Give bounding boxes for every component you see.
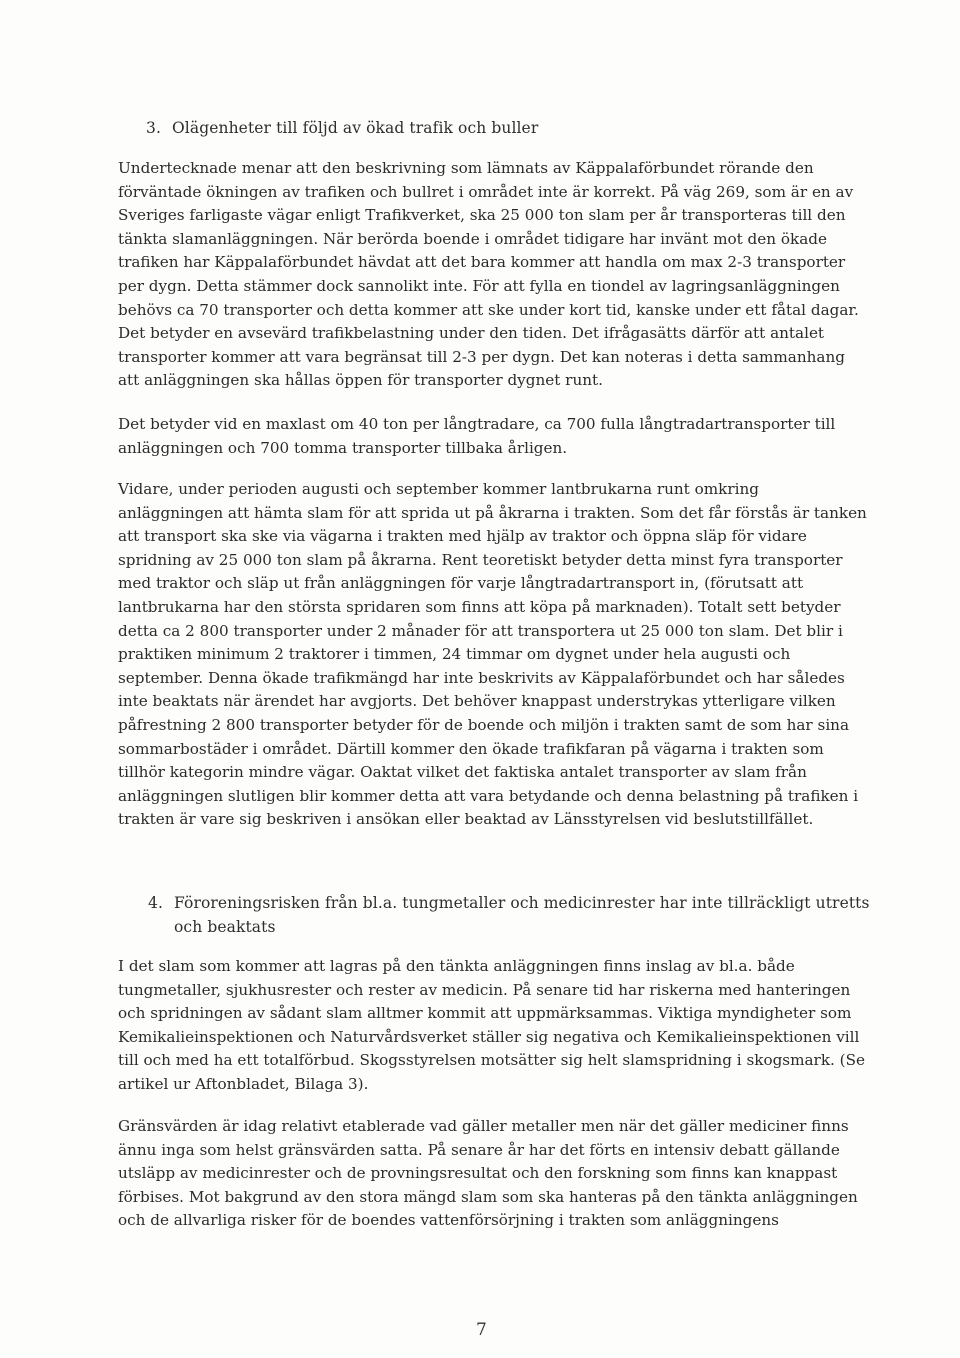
section-4-title [174, 891, 870, 939]
section-3-heading [146, 116, 538, 140]
text-line: behövs ca 70 transporter och detta kommer att ske under kort tid, kanske under ett fåtal dagar. [118, 300, 859, 319]
text-line: sommarbostäder i området. Därtill kommer den ökade trafikfaran på vägarna i trakten som [118, 739, 824, 758]
section-4-paragraph-2 [118, 1115, 858, 1233]
section-3-paragraph-3 [118, 478, 867, 832]
text-line: praktiken minimum 2 traktorer i timmen, 24 timmar om dygnet under hela augusti och [118, 645, 791, 664]
text-line: Vidare, under perioden augusti och september kommer lantbrukarna runt omkring [118, 480, 759, 498]
text-line: att anläggningen ska hållas öppen för transporter dygnet runt. [118, 371, 603, 390]
text-line: tänkta slamanläggningen. När berörda boende i området tidigare har invänt mot den ökade [118, 229, 827, 248]
section-4-title-line: och beaktats [174, 918, 276, 936]
text-line: I det slam som kommer att lagras på den tänkta anläggningen finns inslag av bl.a. både [118, 957, 795, 975]
text-line: anläggningen och 700 tomma transporter tillbaka årligen. [118, 438, 568, 457]
text-line: med traktor och släp ut från anläggningen för varje långtradartransport in, (förutsatt att [118, 574, 804, 593]
page-number: 7 [476, 1320, 487, 1340]
text-line: Undertecknade menar att den beskrivning som lämnats av Käppalaförbundet rörande den [118, 159, 814, 177]
text-line: tillhör kategorin mindre vägar. Oaktat vilket det faktiska antalet transporter av slam från [118, 763, 807, 782]
text-line: september. Denna ökade trafikmängd har inte beskrivits av Käppalaförbundet och har således [118, 668, 845, 687]
text-line: artikel ur Aftonbladet, Bilaga 3). [118, 1074, 369, 1093]
text-line: ännu inga som helst gränsvärden satta. På senare år har det förts en intensiv debatt gällande [118, 1140, 840, 1159]
text-line: till och med ha ett totalförbud. Skogsstyrelsen motsätter sig helt slamspridning i skogsmark. (Se [118, 1051, 865, 1070]
text-line: trakten är vare sig beskriven i ansökan eller beaktad av Länsstyrelsen vid beslutstillfället. [118, 810, 814, 829]
section-4-paragraph-1 [118, 955, 865, 1097]
text-line: tungmetaller, sjukhusrester och rester av medicin. På senare tid har riskerna med hanteringen [118, 980, 851, 999]
text-line: och de allvarliga risker för de boendes vattenförsörjning i trakten som anläggningens [118, 1211, 779, 1230]
text-line: Gränsvärden är idag relativt etablerade vad gäller metaller men när det gäller mediciner finns [118, 1117, 849, 1135]
section-3-paragraph-1 [118, 157, 859, 393]
text-line: Det betyder en avsevärd trafikbelastning under den tiden. Det ifrågasätts därför att antalet [118, 324, 825, 343]
section-3-number: 3. [146, 119, 161, 137]
text-line: och spridningen av sådant slam alltmer kommit att uppmärksammas. Viktiga myndigheter som [118, 1004, 852, 1023]
text-line: förbises. Mot bakgrund av den stora mängd slam som ska hanteras på den tänkta anläggningen [118, 1187, 858, 1206]
section-3-paragraph-2 [118, 413, 848, 460]
text-line: Sveriges farligaste vägar enligt Trafikverket, ska 25 000 ton slam per år transporteras till den [118, 206, 846, 225]
section-4-number: 4. [148, 894, 163, 912]
text-line: påfrestning 2 800 transporter betyder för de boende och miljön i trakten samt de som har sina [118, 715, 850, 734]
text-line: transporter kommer att vara begränsat till 2-3 per dygn. Det kan noteras i detta sammanhang [118, 347, 845, 366]
text-line: per dygn. Detta stämmer dock sannolikt inte. För att fylla en tiondel av lagringsanläggningen [118, 276, 840, 295]
text-line: utsläpp av medicinrester och de provningsresultat och den forskning som finns kan knappast [118, 1164, 838, 1183]
text-line: förväntade ökningen av trafiken och bullret i området inte är korrekt. På väg 269, som är en av [118, 182, 854, 201]
text-line: anläggningen slutligen blir kommer detta att vara betydande och denna belastning på trafiken i [118, 786, 859, 805]
text-line: Det betyder vid en maxlast om 40 ton per långtradare, ca 700 fulla långtradartransporter till [118, 415, 836, 433]
text-line: spridning av 25 000 ton slam på åkrarna. Rent teoretiskt betyder detta minst fyra transporter [118, 550, 843, 569]
section-3-title: Olägenheter till följd av ökad trafik och buller [172, 119, 539, 137]
section-4-title-line: Föroreningsrisken från bl.a. tungmetaller och medicinrester har inte tillräckligt utretts [174, 894, 870, 912]
text-line: lantbrukarna har den största spridaren som finns att köpa på marknaden). Totalt sett betyder [118, 597, 841, 616]
section-4-heading [148, 891, 870, 939]
text-line: anläggningen att hämta slam för att sprida ut på åkrarna i trakten. Som det får förstås är tanken [118, 503, 867, 522]
text-line: Kemikalieinspektionen och Naturvårdsverket ställer sig negativa och Kemikalieinspektionen vill [118, 1027, 860, 1046]
text-line: detta ca 2 800 transporter under 2 månader för att transportera ut 25 000 ton slam. Det blir i [118, 621, 843, 640]
text-line: trafiken har Käppalaförbundet hävdat att det bara kommer att handla om max 2-3 transporter [118, 253, 846, 272]
text-line: att transport ska ske via vägarna i trakten med hjälp av traktor och öppna släp för vidare [118, 527, 807, 546]
text-line: inte beaktats när ärendet har avgjorts. Det behöver knappast understrykas ytterligare vilken [118, 692, 836, 711]
